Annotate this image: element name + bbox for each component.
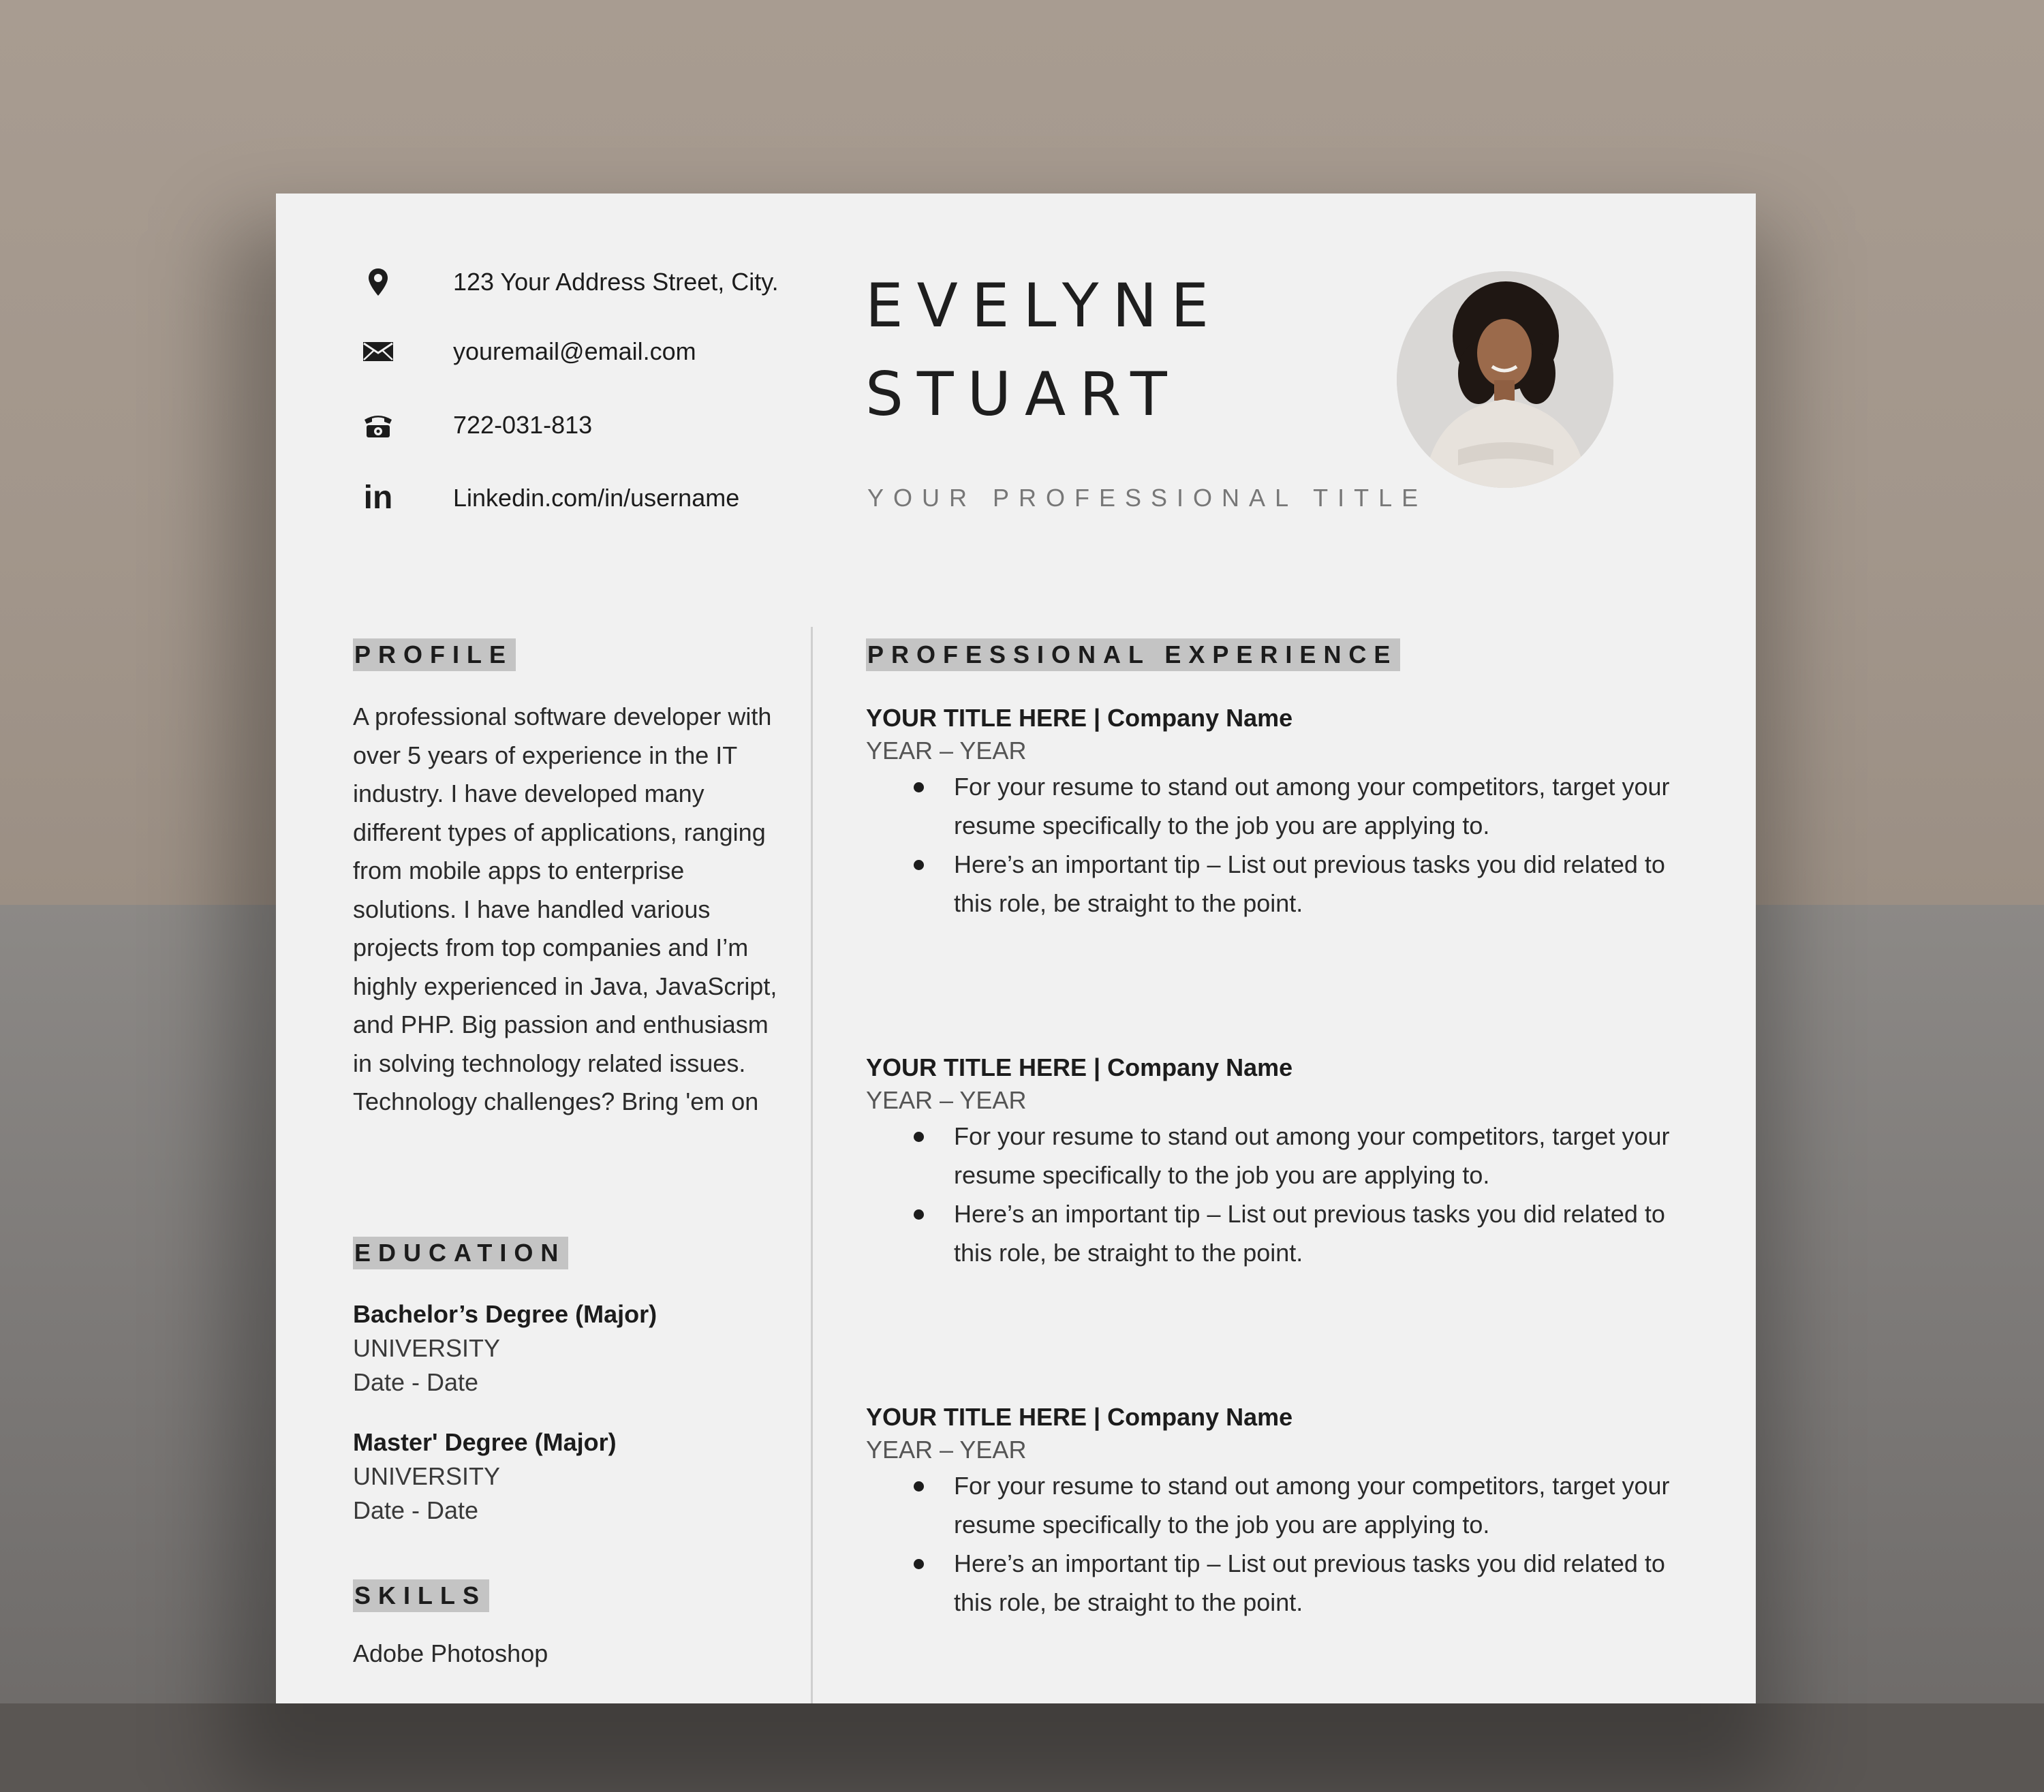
contact-address-row [358,262,835,303]
skill-item-cut-off [353,1690,360,1703]
profile-heading: PROFILE [353,638,516,671]
job-entry [866,702,1684,923]
contact-linkedin[interactable]: Linkedin.com/in/username [453,484,740,512]
job-years: YEAR – YEAR [866,737,1027,764]
education-date: Date - Date [353,1368,479,1396]
job-title: YOUR TITLE HERE | Company Name [866,1403,1293,1431]
skills-heading: SKILLS [353,1579,489,1612]
education-university: UNIVERSITY [353,1334,501,1362]
job-bullet: Here’s an important tip – List out previous tasks you did related to this role, be straight to the point. [866,1194,1697,1272]
contact-email-row [358,331,835,372]
job-bullet: Here’s an important tip – List out previous tasks you did related to this role, be straight to the point. [866,845,1697,923]
bullet-dot [914,1559,924,1569]
job-entry [866,1401,1684,1622]
professional-title: YOUR PROFESSIONAL TITLE [867,484,1428,512]
bullet-dot [914,782,924,792]
candidate-name [865,262,1222,439]
education-entry [353,1425,617,1528]
education-university: UNIVERSITY [353,1462,501,1490]
job-years: YEAR – YEAR [866,1436,1027,1464]
contact-linkedin-row [358,478,835,519]
resume-page [276,194,1756,1703]
education-degree: Master' Degree (Major) [353,1428,617,1456]
contact-address: 123 Your Address Street, City. [453,268,779,296]
job-bullet: For your resume to stand out among your competitors, target your resume specifically to the job you are applying to. [866,1117,1697,1194]
location-pin-icon [358,262,399,303]
job-bullet: For your resume to stand out among your competitors, target your resume specifically to the job you are applying to. [866,767,1697,845]
bullet-dot [914,860,924,870]
bullet-dot [914,1132,924,1142]
first-name: EVELYNE [865,271,1222,341]
bullet-dot [914,1481,924,1492]
job-bullet: For your resume to stand out among your competitors, target your resume specifically to the job you are applying to. [866,1466,1697,1544]
job-years: YEAR – YEAR [866,1086,1027,1114]
linkedin-icon: in [363,480,393,516]
bullet-dot [914,1209,924,1220]
column-divider [811,627,813,1703]
contact-phone: 722-031-813 [453,411,593,439]
telephone-icon [358,405,399,446]
profile-photo [1397,271,1613,488]
profile-text: A professional software developer with over 5 years of experience in the IT industry. I have developed many different types of applications, ranging from mobile apps to enterprise solutions. I have handled various projects from top companies and I’m highly experienced in Java, JavaScript, and PHP. Big passion and enthusiasm in solving technology related issues. Technology challenges? Bring 'em on [353,702,777,1115]
contact-email[interactable]: youremail@email.com [453,337,696,365]
job-entry [866,1051,1684,1272]
education-degree: Bachelor’s Degree (Major) [353,1300,657,1328]
skill-item: Adobe Photoshop [353,1639,548,1667]
education-heading: EDUCATION [353,1237,568,1269]
job-title: YOUR TITLE HERE | Company Name [866,704,1293,732]
education-date: Date - Date [353,1496,479,1524]
job-title: YOUR TITLE HERE | Company Name [866,1053,1293,1081]
envelope-icon [358,331,399,372]
job-bullet: Here’s an important tip – List out previous tasks you did related to this role, be straight to the point. [866,1544,1697,1622]
experience-heading: PROFESSIONAL EXPERIENCE [866,638,1400,671]
contact-phone-row [358,405,835,446]
education-entry [353,1297,657,1400]
last-name: STUART [865,359,1181,429]
